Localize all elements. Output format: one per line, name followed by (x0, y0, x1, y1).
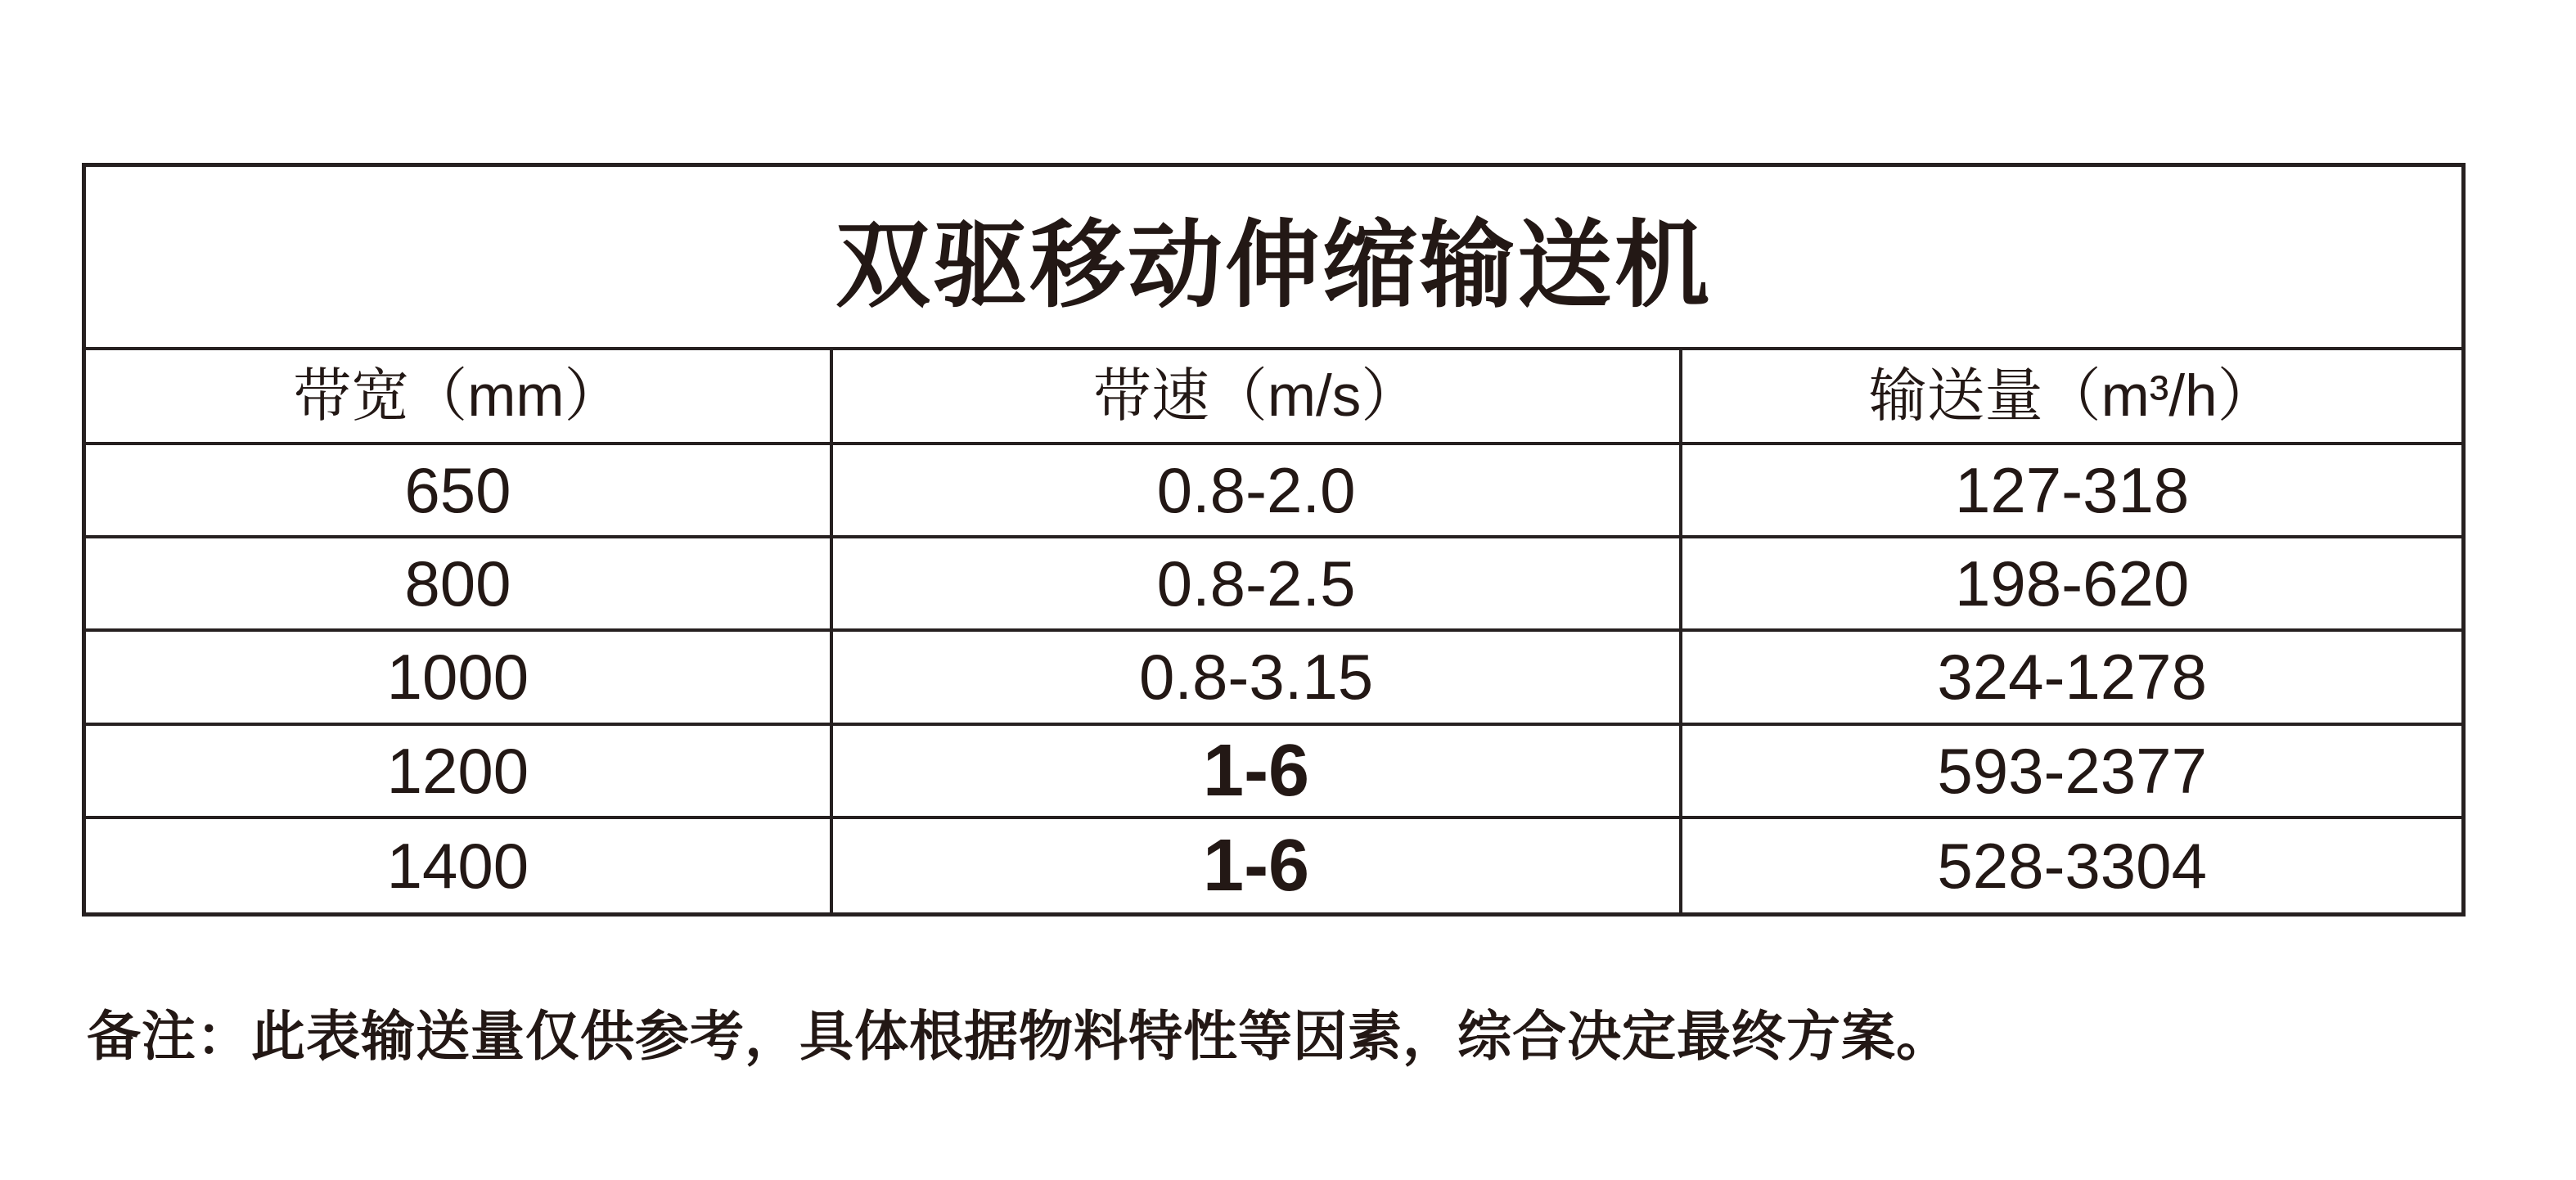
capacity-cell: 324-1278 (1682, 632, 2461, 725)
column-header-belt-width: 带宽（mm） (86, 350, 833, 445)
column-header-capacity: 输送量（m³/h） (1682, 350, 2461, 445)
table-title: 双驱移动伸缩输送机 (86, 167, 2461, 350)
capacity-cell: 198-620 (1682, 538, 2461, 632)
belt-speed-cell: 1-6 (833, 726, 1682, 819)
spec-table (82, 163, 2466, 917)
belt-speed-cell: 1-6 (833, 819, 1682, 912)
belt-width-cell: 1200 (86, 726, 833, 819)
belt-width-cell: 1400 (86, 819, 833, 912)
belt-width-cell: 650 (86, 445, 833, 538)
capacity-cell: 528-3304 (1937, 829, 2207, 902)
belt-width-cell: 800 (86, 538, 833, 632)
column-header-belt-speed: 带速（m/s） (833, 350, 1682, 445)
remark-note: 备注：此表输送量仅供参考，具体根据物料特性等因素，综合决定最终方案。 (87, 1006, 1951, 1066)
belt-speed-cell: 0.8-2.0 (833, 445, 1682, 538)
capacity-cell: 593-2377 (1682, 726, 2461, 819)
capacity-cell: 127-318 (1682, 445, 2461, 538)
belt-width-cell: 1000 (86, 632, 833, 725)
belt-speed-cell: 0.8-3.15 (833, 632, 1682, 725)
belt-speed-cell: 0.8-2.5 (833, 538, 1682, 632)
